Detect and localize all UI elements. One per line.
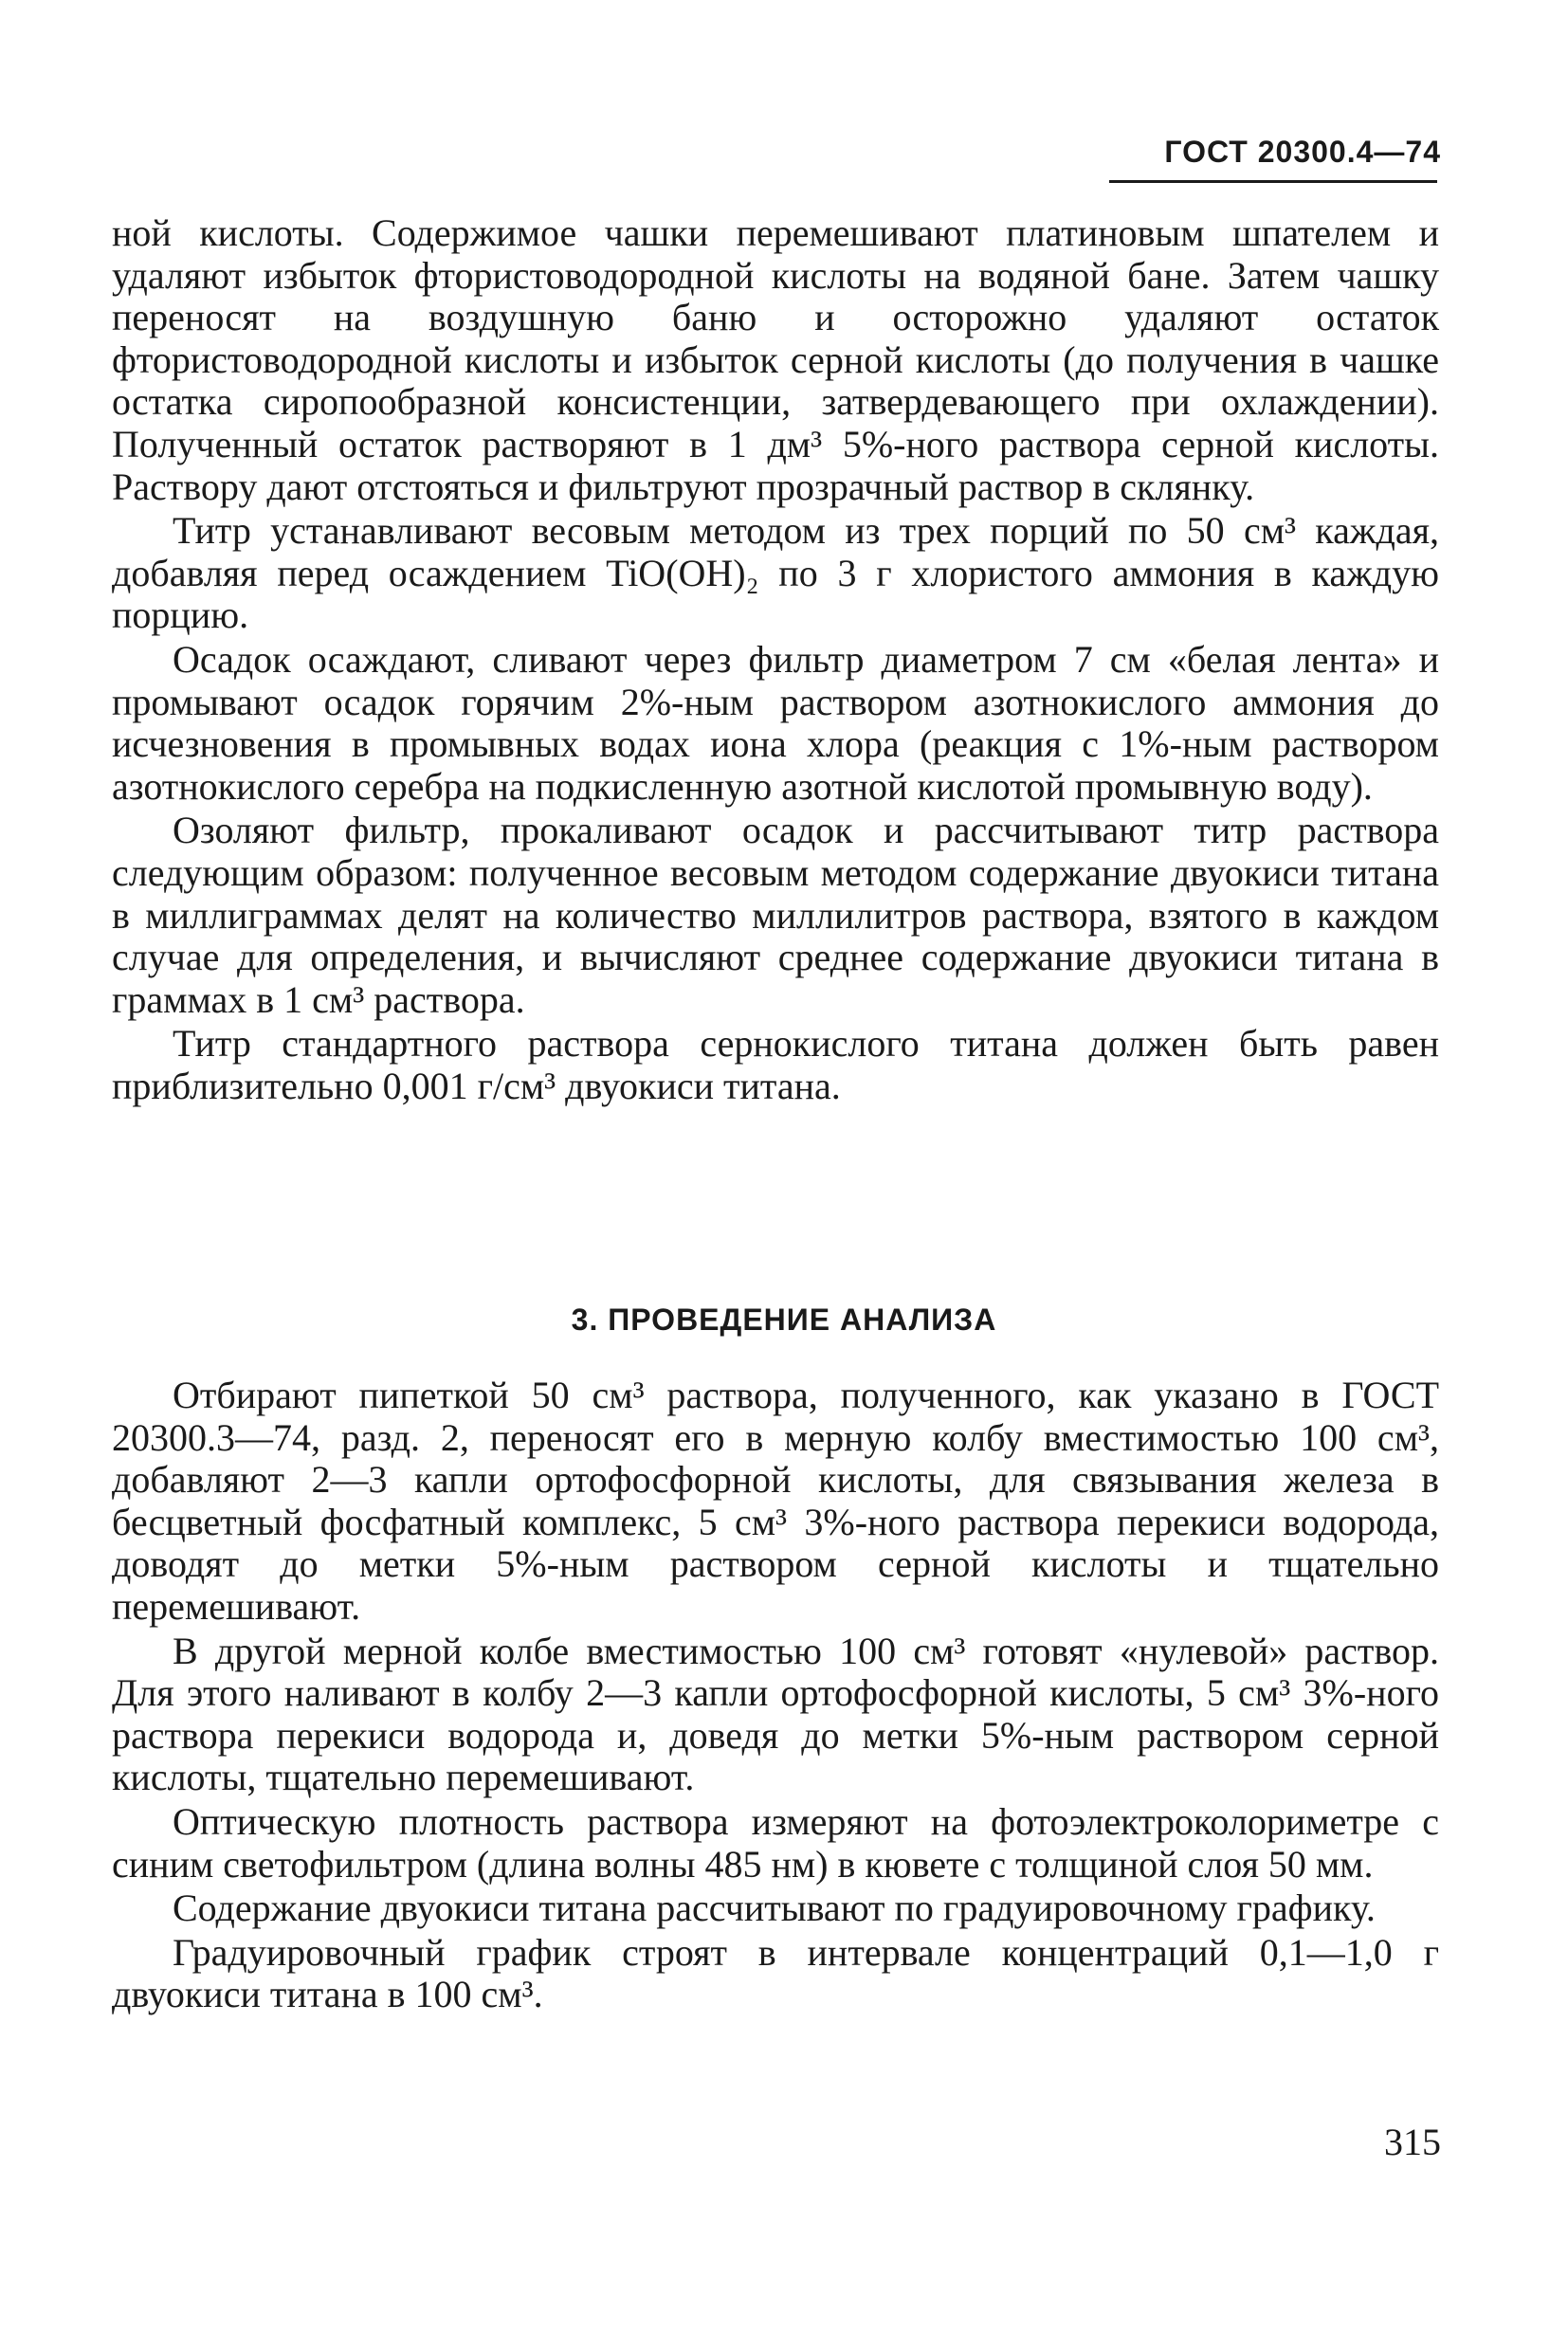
- analysis-text-block: [112, 1375, 1439, 2016]
- paragraph-calculation: Озоляют фильтр, прокаливают осадок и рассчитывают титр раствора следующим образом: полученное весовым методом содержание двуокиси титана в миллиграммах делят на количество миллилитров раствора, взятого в каждом случае для определения, и вычисляют среднее содержание двуокиси титана в граммах в 1 см³ раствора.: [112, 809, 1439, 1021]
- paragraph-sampling: Отбирают пипеткой 50 см³ раствора, полученного, как указано в ГОСТ 20300.3—74, разд. 2, переносят его в мерную колбу вместимостью 100 см³, добавляют 2—3 капли ортофосфорной кислоты, для связывания железа в бесцветный фосфатный комплекс, 5 см³ 3%-ного раствора перекиси водорода, доводят до метки 5%-ным раствором серной кислоты и тщательно перемешивают.: [112, 1374, 1439, 1628]
- page-number: 315: [1384, 2121, 1441, 2163]
- standard-header: ГОСТ 20300.4—74: [1164, 135, 1441, 169]
- continuation-text-block: [112, 212, 1439, 1107]
- paragraph-precipitate: Осадок осаждают, сливают через фильтр диаметром 7 см «белая лента» и промывают осадок горячим 2%-ным раствором азотнокислого аммония до исчезновения в промывных водах иона хлора (реакция с 1%-ным раствором азотнокислого серебра на подкисленную азотной кислотой промывную воду).: [112, 637, 1439, 808]
- paragraph-titer-value: Титр стандартного раствора сернокислого титана должен быть равен приблизительно 0,001 г/см³ двуокиси титана.: [112, 1022, 1439, 1107]
- paragraph-titer-method: Титр устанавливают весовым методом из трех порций по 50 см³ каждая, добавляя перед осаждением TiO(OH)₂ по 3 г хлористого аммония в каждую порцию.: [112, 509, 1439, 637]
- paragraph-content-calculation: Содержание двуокиси титана рассчитывают по градуировочному графику.: [173, 1886, 1376, 1930]
- header-rule: [1109, 180, 1437, 183]
- paragraph-continuation: ной кислоты. Содержимое чашки перемешивают платиновым шпателем и удаляют избыток фтористоводородной кислоты на водяной бане. Затем чашку переносят на воздушную баню и осторожно удаляют остаток фтористоводородной кислоты и избыток серной кислоты (до получения в чашке остатка сиропообразной консистенции, затвердевающего при охлаждении). Полученный остаток растворяют в 1 дм³ 5%-ного раствора серной кислоты. Раствору дают отстояться и фильтруют прозрачный раствор в склянку.: [112, 211, 1439, 508]
- paragraph-calibration-graph: Градуировочный график строят в интервале концентраций 0,1—1,0 г двуокиси титана в 100 см³.: [112, 1930, 1439, 2016]
- paragraph-zero-solution: В другой мерной колбе вместимостью 100 см³ готовят «нулевой» раствор. Для этого наливают в колбу 2—3 капли ортофосфорной кислоты, 5 см³ 3%-ного раствора перекиси водорода и, доведя до метки 5%-ным раствором серной кислоты, тщательно перемешивают.: [112, 1629, 1439, 1799]
- paragraph-optical-density: Оптическую плотность раствора измеряют на фотоэлектроколориметре с синим светофильтром (длина волны 485 нм) в кювете с толщиной слоя 50 мм.: [112, 1799, 1439, 1886]
- section-title: 3. ПРОВЕДЕНИЕ АНАЛИЗА: [571, 1303, 997, 1337]
